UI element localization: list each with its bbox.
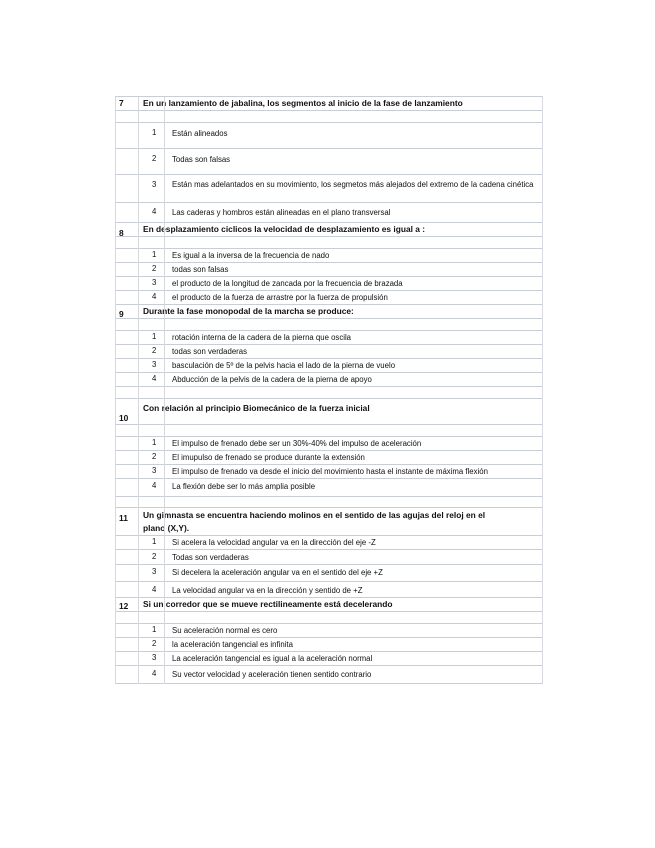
option-number: 1 [152,250,157,259]
spacer-row [116,497,542,508]
option-text: El impulso de frenado va desde el inicio del movimiento hasta el instante de máxima flexión [172,467,488,476]
option-text: Están mas adelantados en su movimiento, los segmetos más alejados del extremo de la cadena cinética [172,180,534,189]
question-text: En desplazamiento ciclicos la velocidad de desplazamiento es igual a : [143,224,426,234]
option-number: 1 [152,128,157,137]
spacer-row [116,237,542,249]
question-number: 9 [119,309,124,319]
question-text: Si un corredor que se mueve rectilineamente está decelerando [143,599,393,609]
question-text: Durante la fase monopodal de la marcha se produce: [143,306,354,316]
option-number: 4 [152,374,157,383]
option-row [116,277,542,291]
option-text: Están alineados [172,129,228,138]
option-text: Las caderas y hombros están alineadas en el plano transversal [172,208,391,217]
option-number: 2 [152,346,157,355]
option-number: 1 [152,625,157,634]
option-text: Es igual a la inversa de la frecuencia de nado [172,251,330,260]
spacer-row [116,111,542,123]
option-number: 4 [152,585,157,594]
option-row [116,652,542,666]
question-number: 8 [119,228,124,238]
question-sheet [115,96,543,684]
option-text: El imupulso de frenado se produce durante la extensión [172,453,365,462]
option-text: La aceleración tangencial es igual a la aceleración normal [172,654,373,663]
option-number: 4 [152,207,157,216]
option-row [116,123,542,149]
option-row [116,345,542,359]
spacer-row [116,425,542,437]
option-row [116,373,542,387]
question-row [116,305,542,319]
option-number: 2 [152,552,157,561]
option-text: Su aceleración normal es cero [172,626,278,635]
question-row [116,508,542,536]
option-row [116,565,542,582]
option-text: todas son verdaderas [172,347,247,356]
option-number: 3 [152,653,157,662]
option-row [116,465,542,479]
question-row [116,223,542,237]
question-text: En un lanzamiento de jabalina, los segmentos al inicio de la fase de lanzamiento [143,98,463,108]
option-number: 2 [152,452,157,461]
option-row [116,451,542,465]
option-number: 3 [152,278,157,287]
option-text: Su vector velocidad y aceleración tienen sentido contrario [172,670,372,679]
option-text: la aceleración tangencial es infinita [172,640,293,649]
question-row [116,97,542,111]
option-number: 2 [152,154,157,163]
option-text: todas son falsas [172,265,229,274]
question-row [116,598,542,612]
question-text: Un gimnasta se encuentra haciendo molinos en el sentido de las agujas del reloj en el plano (X,Y). [143,510,486,533]
option-number: 1 [152,332,157,341]
option-number: 4 [152,669,157,678]
option-text: Todas son verdaderas [172,553,249,562]
option-text: rotación interna de la cadera de la pierna que oscila [172,333,352,342]
option-row [116,479,542,497]
option-row [116,638,542,652]
option-row [116,536,542,550]
question-number: 11 [119,513,128,523]
option-number: 2 [152,639,157,648]
option-text: Si acelera la velocidad angular va en la dirección del eje -Z [172,538,376,547]
option-row [116,582,542,598]
option-row [116,203,542,223]
option-number: 3 [152,360,157,369]
option-row [116,550,542,565]
option-text: el producto de la fuerza de arrastre por la fuerza de propulsión [172,293,388,302]
option-text: Si decelera la aceleración angular va en el sentido del eje +Z [172,568,383,577]
option-row [116,149,542,175]
option-number: 1 [152,438,157,447]
question-number: 7 [119,98,124,108]
option-row [116,359,542,373]
option-row [116,437,542,451]
option-text: Abducción de la pelvis de la cadera de la pierna de apoyo [172,375,372,384]
option-text: La velocidad angular va en la dirección y sentido de +Z [172,586,363,595]
option-row [116,263,542,277]
option-number: 4 [152,292,157,301]
option-row [116,331,542,345]
option-row [116,249,542,263]
option-number: 3 [152,567,157,576]
spacer-row [116,612,542,624]
spacer-row [116,319,542,331]
option-number: 3 [152,466,157,475]
spacer-row [116,387,542,399]
option-number: 4 [152,481,157,490]
option-row [116,624,542,638]
option-text: El impulso de frenado debe ser un 30%-40% del impulso de aceleración [172,439,422,448]
option-number: 2 [152,264,157,273]
option-number: 1 [152,537,157,546]
option-number: 3 [152,180,157,189]
option-text: basculación de 5º de la pelvis hacia el lado de la pierna de vuelo [172,361,396,370]
option-row [116,291,542,305]
question-row [116,399,542,425]
question-number: 12 [119,601,129,611]
question-text: Con relación al principio Biomecánico de la fuerza inicial [143,403,370,413]
option-text: Todas son falsas [172,155,231,164]
question-number: 10 [119,413,129,423]
option-row [116,666,542,684]
option-text: La flexión debe ser lo más amplia posible [172,482,316,491]
option-row [116,175,542,203]
option-text: el producto de la longitud de zancada por la frecuencia de brazada [172,279,403,288]
